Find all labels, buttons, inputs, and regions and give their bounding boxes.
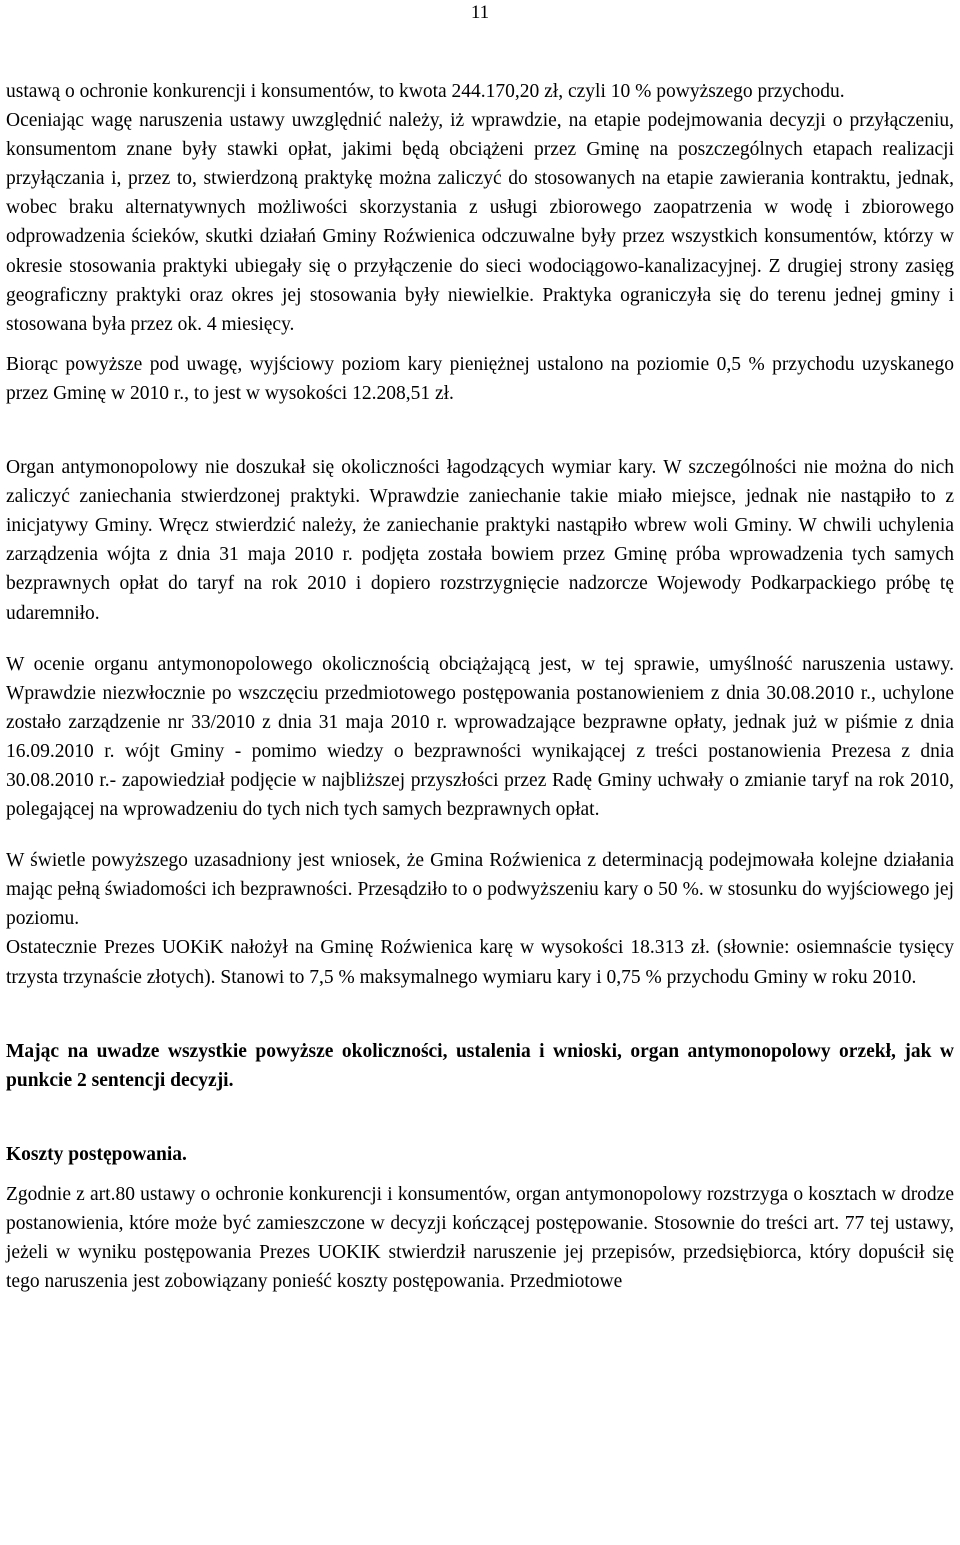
paragraph-final-penalty: Ostatecznie Prezes UOKiK nałożył na Gminę Roźwienica karę w wysokości 18.313 zł. (słownie: osiemnaście tysięcy trzysta trzynaście złotych). Stanowi to 7,5 % maksymalnego wymiaru kary i 0,75 % przychodu Gminy w roku 2010. <box>6 937 954 988</box>
paragraph-determination: W świetle powyższego uzasadniony jest wniosek, że Gmina Roźwienica z determinacją podejmowała kolejne działania mając pełną świadomości ich bezprawności. Przesądziło to o podwyższeniu kary o 50 %. w stosunku do wyjściowego jej poziomu. <box>6 850 954 930</box>
page-number: 11 <box>470 2 490 23</box>
paragraph-penalty-basis: ustawą o ochronie konkurencji i konsumentów, to kwota 244.170,20 zł, czyli 10 % powyższego przychodu. <box>6 81 845 102</box>
paragraph-mitigating-circumstances: Organ antymonopolowy nie doszukał się okoliczności łagodzących wymiar kary. W szczególności nie można do nich zaliczyć zaniechania stwierdzonej praktyki. Wprawdzie zaniechanie takie miało miejsce, jednak nie nastąpiło to z inicjatywy Gminy. Wręcz stwierdzić należy, że zaniechanie praktyki nastąpiło wbrew woli Gminy. W chwili uchylenia zarządzenia wójta z dnia 31 maja 2010 r. podjęta została bowiem przez Gminę próba wprowadzenia tych samych bezprawnych opłat do taryf na rok 2010 i dopiero rozstrzygnięcie nadzorcze Wojewody Podkarpackiego próbę tę udaremniło. <box>6 457 954 624</box>
paragraph-costs: Zgodnie z art.80 ustawy o ochronie konkurencji i konsumentów, organ antymonopolowy rozstrzyga o kosztach w drodze postanowienia, które może być zamieszczone w decyzji kończącej postępowanie. Stosownie do treści art. 77 tej ustawy, jeżeli w wyniku postępowania Prezes UOKIK stwierdził naruszenie jej przepisów, przedsiębiorca, który dopuścił się tego naruszenia jest zobowiązany ponieść koszty postępowania. Przedmiotowe <box>6 1183 954 1293</box>
document-body <box>6 77 954 1296</box>
paragraph-aggravating-circumstances: W ocenie organu antymonopolowego okolicznością obciążającą jest, w tej sprawie, umyślność naruszenia ustawy. Wprawdzie niezwłocznie po wszczęciu przedmiotowego postępowania postanowieniem z dnia 30.08.2010 r., uchylone zostało zarządzenie nr 33/2010 z dnia 31 maja 2010 r. wprowadzające bezprawne opłaty, jednak już w piśmie z dnia 16.09.2010 r. wójt Gminy - pomimo wiedzy o bezprawności wynikającej z treści postanowienia Prezesa z dnia 30.08.2010 r.- zapowiedział podjęcie w najbliższej przyszłości przez Radę Gminy uchwały o zmianie taryf na rok 2010, polegającej na wprowadzeniu do tych nich tych samych bezprawnych opłat. <box>6 653 954 821</box>
paragraph-conclusion: Mając na uwadze wszystkie powyższe okoliczności, ustalenia i wnioski, organ antymonopolowy orzekł, jak w punkcie 2 sentencji decyzji. <box>6 1040 954 1091</box>
section-heading-costs: Koszty postępowania. <box>6 1143 187 1165</box>
paragraph-gravity-assessment: Oceniając wagę naruszenia ustawy uwzględnić należy, iż wprawdzie, na etapie podejmowania decyzji o przyłączeniu, konsumentom znane były stawki opłat, jakimi będą obciążeni przez Gminę na poszczególnych etapach realizacji przyłączania i, przez to, stwierdzoną praktykę można zaliczyć do stosowanych na etapie zawierania kontraktu, jednak, wobec braku alternatywnych możliwości skorzystania z usługi zbiorowego zaopatrzenia w wodę i zbiorowego odprowadzenia ścieków, skutki działań Gminy Roźwienica odczuwalne były przez wszystkich konsumentów, którzy w okresie stosowania praktyki ubiegały się o przyłączenie do sieci wodociągowo-kanalizacyjnej. Z drugiej strony zasięg geograficzny praktyki oraz okres jej stosowania były niewielkie. Praktyka ograniczyła się do terenu jednej gminy i stosowana była przez ok. 4 miesięcy. <box>6 110 954 335</box>
paragraph-initial-penalty: Biorąc powyższe pod uwagę, wyjściowy poziom kary pieniężnej ustalono na poziomie 0,5 % przychodu uzyskanego przez Gminę w 2010 r., to jest w wysokości 12.208,51 zł. <box>6 353 954 404</box>
